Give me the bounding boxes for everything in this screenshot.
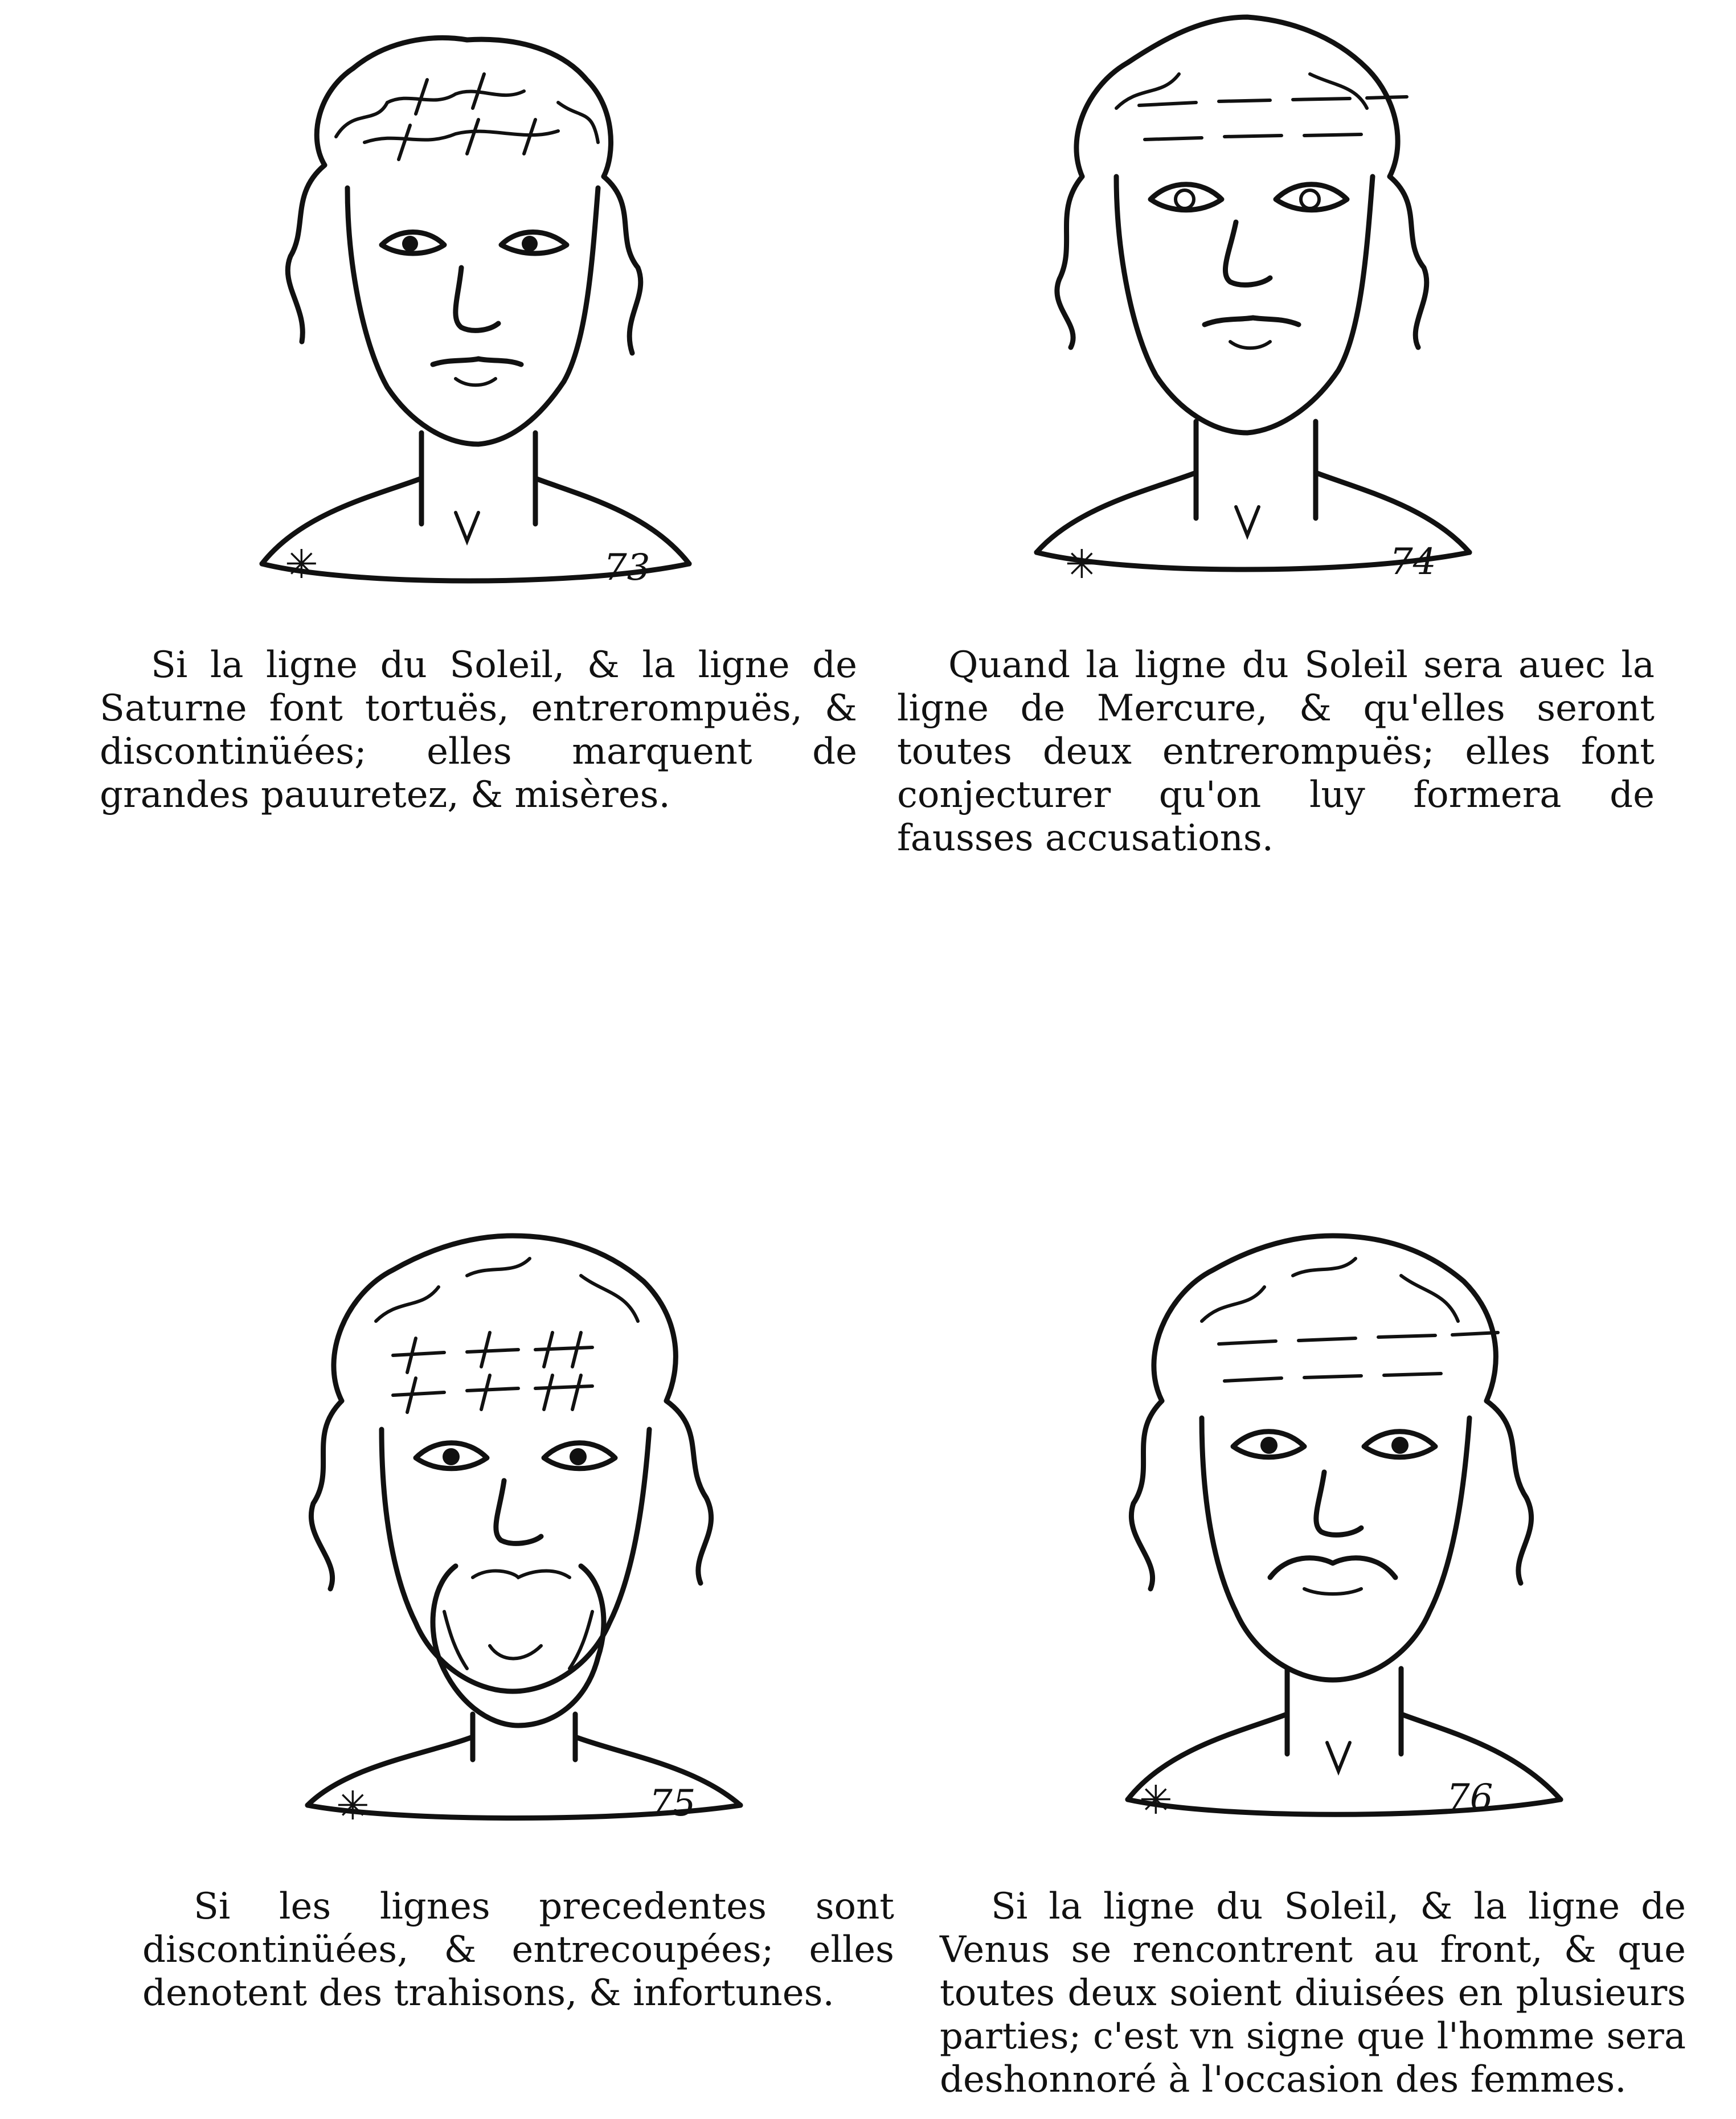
star-symbol: ✳ bbox=[285, 541, 318, 588]
figure-number: 76 bbox=[1447, 1777, 1493, 1819]
figure-number: 74 bbox=[1390, 541, 1436, 583]
caption-74 bbox=[897, 644, 1655, 860]
caption-text: Quand la ligne du Soleil sera auec la ligne de Mercure, & qu'elles seront toutes deux entrerompuës; elles font conjecturer qu'on luy formera de fausses accusations. bbox=[897, 644, 1655, 859]
star-symbol: ✳ bbox=[1065, 541, 1099, 588]
caption-text: Si la ligne du Soleil, & la ligne de Saturne font tortuës, entrerompuës, & discontinüées; elles marquent de grandes pauuretez, & misères. bbox=[100, 644, 857, 816]
figure-74 bbox=[1014, 6, 1481, 592]
figure-75 bbox=[285, 1213, 752, 1829]
face-illustration-74 bbox=[1014, 6, 1481, 592]
star-symbol: ✳ bbox=[1139, 1777, 1173, 1823]
face-illustration-73 bbox=[239, 23, 695, 592]
caption-76 bbox=[940, 1885, 1686, 2101]
caption-73 bbox=[100, 644, 857, 817]
star-symbol: ✳ bbox=[336, 1782, 370, 1829]
figure-number: 75 bbox=[649, 1782, 696, 1825]
caption-text: Si la ligne du Soleil, & la ligne de Venus se rencontrent au front, & que toutes deux soient diuisées en plusieurs parties; c'est vn signe que l'homme sera deshonnoré à l'occasion des femmes. bbox=[940, 1886, 1686, 2101]
figure-76 bbox=[1105, 1213, 1572, 1823]
figure-73 bbox=[239, 23, 695, 592]
face-illustration-75 bbox=[285, 1213, 752, 1817]
figure-number: 73 bbox=[604, 547, 650, 589]
caption-75 bbox=[142, 1885, 894, 2015]
caption-text: Si les lignes precedentes sont discontinüées, & entrecoupées; elles denotent des trahisons, & infortunes. bbox=[142, 1886, 894, 2014]
face-illustration-76 bbox=[1105, 1213, 1572, 1817]
